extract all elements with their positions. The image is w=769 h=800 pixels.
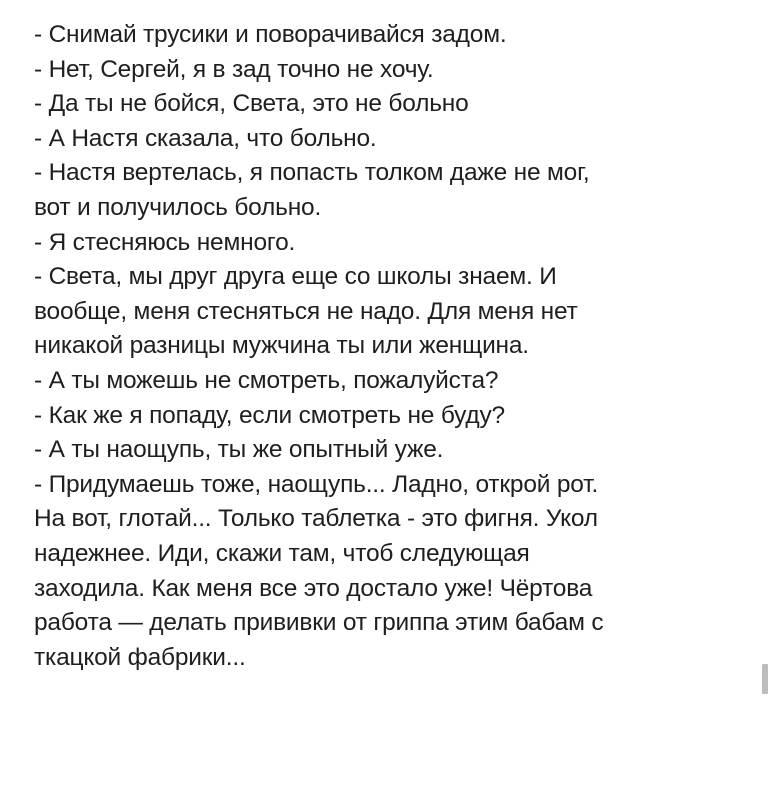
text-line: - Снимай трусики и поворачивайся задом. bbox=[34, 21, 507, 48]
text-line: работа — делать прививки от гриппа этим бабам с bbox=[34, 609, 604, 637]
text-line: - Да ты не бойся, Света, это не больно bbox=[34, 90, 469, 118]
text-line: - Настя вертелась, я попасть толком даже не мог, bbox=[34, 159, 590, 187]
text-line: вот и получилось больно. bbox=[34, 193, 322, 221]
scrollbar-thumb[interactable] bbox=[762, 664, 768, 694]
text-line: - Я стесняюсь немного. bbox=[34, 228, 296, 256]
text-line: - Как же я попаду, если смотреть не буду? bbox=[34, 401, 505, 429]
text-line: - Придумаешь тоже, наощупь... Ладно, открой рот. bbox=[34, 470, 599, 498]
text-line: На вот, глотай... Только таблетка - это фигня. Укол bbox=[34, 505, 598, 533]
text-line: - А ты наощупь, ты же опытный уже. bbox=[34, 436, 444, 464]
text-line: ткацкой фабрики... bbox=[34, 643, 246, 671]
text-line: заходила. Как меня все это достало уже! Чёртова bbox=[34, 574, 593, 602]
text-line: надежнее. Иди, скажи там, чтоб следующая bbox=[34, 539, 530, 567]
text-line: - Нет, Сергей, я в зад точно не хочу. bbox=[34, 55, 434, 83]
text-line: вообще, меня стесняться не надо. Для меня нет bbox=[34, 297, 578, 325]
text-line: - А Настя сказала, что больно. bbox=[34, 124, 377, 152]
text-line: никакой разницы мужчина ты или женщина. bbox=[34, 332, 529, 360]
text-line: - Света, мы друг друга еще со школы знаем. И bbox=[34, 263, 557, 291]
post-text bbox=[34, 18, 754, 675]
text-line: - А ты можешь не смотреть, пожалуйста? bbox=[34, 366, 499, 394]
